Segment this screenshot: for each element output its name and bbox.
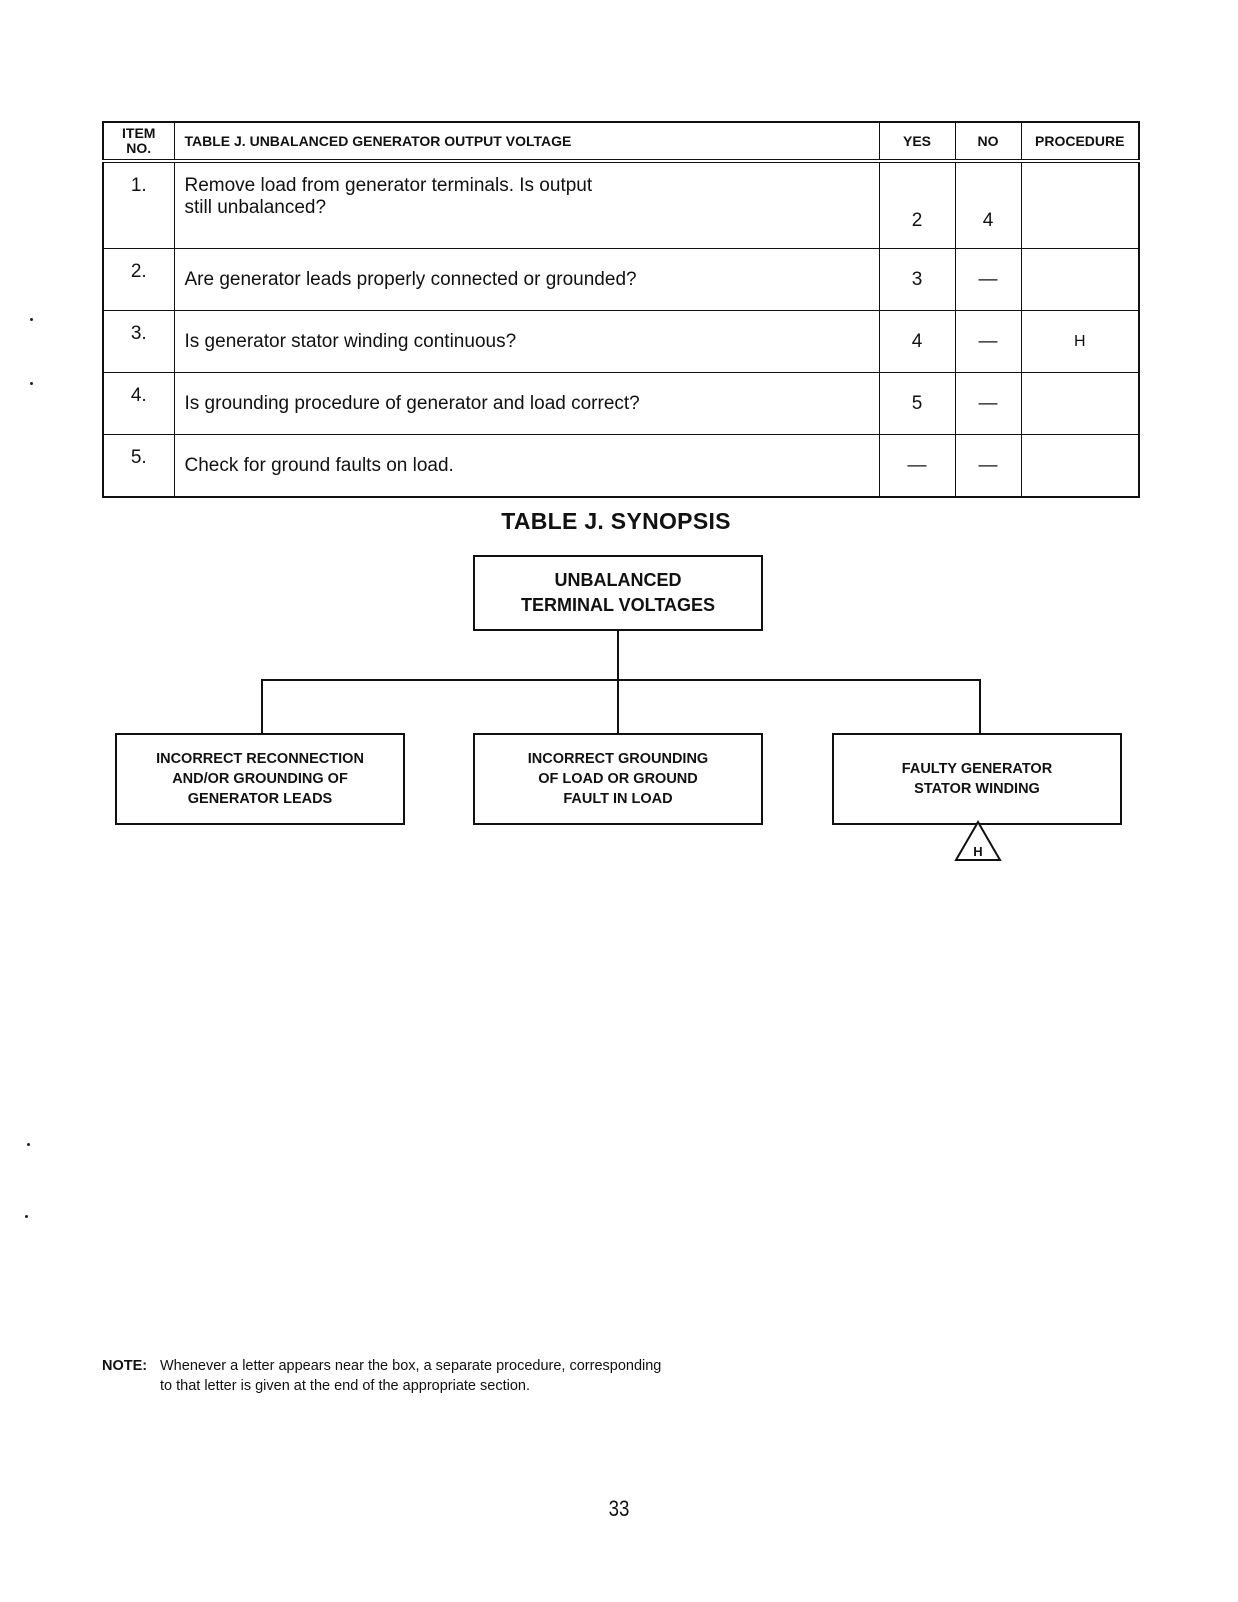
synopsis-child-box [473,733,763,825]
note-label: NOTE: [102,1358,148,1374]
procedure-value [1021,161,1139,249]
item-number: 1. [103,161,174,249]
no-value: — [955,373,1021,435]
item-number: 5. [103,435,174,498]
synopsis-child-box [832,733,1122,825]
yes-value: — [879,435,955,498]
table-header-row [103,122,1139,161]
no-value: — [955,311,1021,373]
header-no: NO [955,122,1021,161]
connector-right-drop [979,679,981,733]
synopsis-child-box [115,733,405,825]
scan-speck [25,1215,28,1218]
table-row [103,161,1139,249]
note-text: Whenever a letter appears near the box, a separate procedure, corresponding to that letter is given at the end of the appropriate section. [160,1358,662,1394]
connector-center-drop [617,679,619,733]
question: Is generator stator winding continuous? [174,311,879,373]
connector-left-drop [261,679,263,733]
yes-value: 5 [879,373,955,435]
procedure-value: H [1021,311,1139,373]
question: Remove load from generator terminals. Is output still unbalanced? [174,161,879,249]
question: Check for ground faults on load. [174,435,879,498]
no-value: — [955,435,1021,498]
header-item-no: ITEM NO. [103,122,174,161]
header-procedure: PROCEDURE [1021,122,1139,161]
connector-horizontal [261,679,981,681]
yes-value: 2 [879,161,955,249]
table-row [103,311,1139,373]
item-number: 3. [103,311,174,373]
no-value: 4 [955,161,1021,249]
procedure-value [1021,249,1139,311]
no-value: — [955,249,1021,311]
question: Are generator leads properly connected or grounded? [174,249,879,311]
synopsis-root-box [473,555,763,631]
table-title: TABLE J. UNBALANCED GENERATOR OUTPUT VOLTAGE [174,122,879,161]
procedure-triangle-icon [954,820,1002,862]
child-label: INCORRECT RECONNECTION AND/OR GROUNDING OF GENERATOR LEADS [156,751,364,807]
table-row [103,373,1139,435]
yes-value: 4 [879,311,955,373]
child-label: FAULTY GENERATOR STATOR WINDING [901,761,1053,797]
connector-root-stem [617,631,619,681]
troubleshooting-table [102,121,1140,498]
procedure-value [1021,373,1139,435]
footnote [102,1356,661,1396]
yes-value: 3 [879,249,955,311]
scan-speck [27,1143,30,1146]
question: Is grounding procedure of generator and load correct? [174,373,879,435]
table-row [103,249,1139,311]
procedure-marker-letter: H [973,844,983,859]
root-label: UNBALANCED TERMINAL VOLTAGES [520,570,715,615]
scan-speck [30,318,33,321]
item-number: 4. [103,373,174,435]
synopsis-title: TABLE J. SYNOPSIS [501,508,731,534]
item-number: 2. [103,249,174,311]
table-row [103,435,1139,498]
scan-speck [30,382,33,385]
header-yes: YES [879,122,955,161]
procedure-value [1021,435,1139,498]
child-label: INCORRECT GROUNDING OF LOAD OR GROUND FAULT IN LOAD [527,751,709,807]
page-number: 33 [608,1496,630,1521]
